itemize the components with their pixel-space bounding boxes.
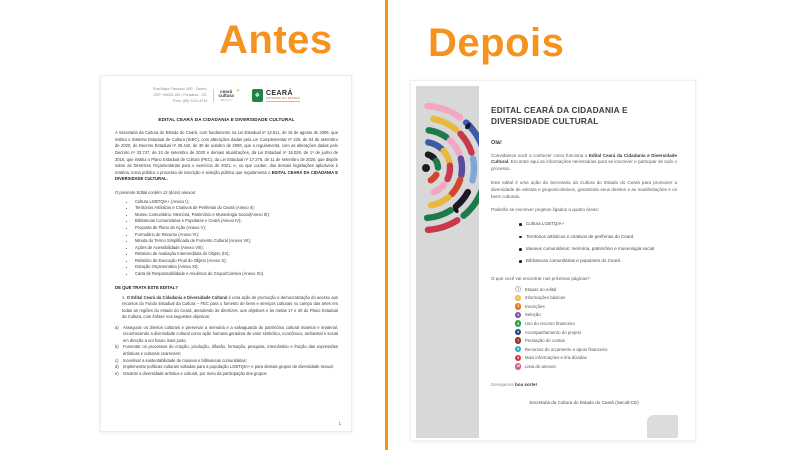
annex-item: • Dotação Orçamentária (Anexo XI); — [135, 264, 338, 271]
annex-item: • Territórios Artísticos e Criativos de Periferias do Ceará (Anexo II); — [135, 205, 338, 212]
annex-item: • Formulário de Recurso (Anexo VI); — [135, 232, 338, 239]
address-line: Rua Major Facundo, 500 - Centro, — [152, 87, 208, 91]
bee-icon: ✦ — [235, 87, 241, 94]
after-heading: Depois — [428, 21, 565, 65]
paragraph-text: Encontre aqui as informações necessárias para se inscrever e participar de todo o processo. — [491, 159, 677, 172]
intro-bold-text: EDITAL CEARÁ DA CIDADANIA E DIVERSIDADE CULTURAL. — [115, 169, 338, 182]
objective-text: Garantir a diversidade artística e cultural, por meio da participação dos grupos — [123, 370, 267, 376]
toc-label: Seleção — [524, 312, 541, 318]
toc-item — [515, 320, 677, 326]
document-title — [491, 105, 677, 127]
document-header — [115, 87, 338, 104]
annex-lead: O presente Edital contém 12 (doze) anexos: — [115, 189, 197, 195]
page-number: 1 — [338, 421, 341, 426]
corner-tab — [647, 415, 678, 438]
toc-label: Lista de anexos — [524, 363, 556, 369]
toc-label: Informações básicas — [524, 295, 566, 301]
logo-rule — [266, 101, 300, 102]
annex-item: • Bibliotecas Comunitárias e Populares e Ceará (Anexo IV); — [135, 218, 338, 225]
toc-number-badge: 5 — [515, 320, 521, 326]
objective-text: Fomentar os processos de criação, produção, difusão, formação, pesquisa, intercâmbio e fruição das expressões artísticas e culturais cearenses; — [123, 344, 338, 356]
signature: Secretaria da Cultura do Estado do Ceará (Secult-CE) — [529, 399, 639, 405]
toc-list — [515, 286, 677, 370]
annex-item: • Carta de Responsabilidade e Anuência do Grupo/Coletivo (Anexo XII). — [135, 271, 338, 278]
toc-number-badge: 3 — [515, 303, 521, 309]
annex-item: • Ações de Acessibilidade (Anexo VIII); — [135, 245, 338, 252]
document-before — [100, 75, 352, 432]
logo-text: ceará — [220, 88, 233, 94]
objective-item — [115, 344, 338, 357]
toc-label: Inscrições — [524, 303, 545, 309]
objective-text: Incentivar a sustentabilidade de museus e bibliotecas comunitárias; — [123, 357, 247, 363]
shield-icon: ❖ — [252, 89, 263, 102]
annex-list — [135, 199, 338, 278]
annex-item: • Museu Comunitário: Memória, Patrimônio e Museologia Social(Anexo III); — [135, 212, 338, 219]
toc-item — [515, 303, 677, 309]
toc-label: Recursos do orçamento e apoio financeiro — [524, 346, 608, 352]
toc-label: Acompanhamento do projeto — [524, 329, 582, 335]
toc-number-badge: 6 — [515, 329, 521, 335]
annex-item: • Cultura LGBTQIA+ (Anexo I); — [135, 199, 338, 206]
toc-item — [515, 312, 677, 318]
annex-item: • Relatório de Avaliação Intermediária do Objeto (IX); — [135, 251, 338, 258]
ceara-governo-logo — [252, 89, 300, 102]
toc-number-badge: 1 — [515, 286, 521, 292]
side-strip — [416, 86, 479, 438]
toc-item — [515, 346, 677, 352]
toc-number-badge: 9 — [515, 355, 521, 361]
objective-letter: e) — [115, 370, 119, 376]
area-item: Bibliotecas comunitárias e populares do Ceará — [519, 258, 677, 265]
title-line: EDITAL CEARÁ DA CIDADANIA E — [491, 105, 628, 115]
paragraph-2: Este edital é uma ação da Secretaria da Cultura do Estado do Ceará para promover a diversidade de artistas e grupos/coletivos, garantindo seus direitos e as manifestações e os bens culturais. — [491, 180, 677, 199]
toc-number-badge: 10 — [516, 364, 521, 369]
toc-number-badge: 7 — [515, 337, 521, 343]
farewell-bold-text: boa sorte! — [515, 381, 537, 387]
intro-text: A Secretaria da Cultura do Estado do Ceará, com fundamento na Lei Estadual nº 13.811, de 16 de agosto de 2006, que institui o Sistema Estadual de Cultura (SIEC), com alterações dadas pela Lei Complementar nº 225, de 04 de setembro de 2020, do Decreto Estadual nº 28.442, de 30 de outubro de 2006, que a regulamenta, com as alterações dadas pelo Decreto nº 33.747, de 24 de setembro de 2020 e demais atualizações, da Lei Estadual nº 16.026, de 1º de junho de 2016, que institui o Plano Estadual de Cultura (PEC), da Lei Estadual nº 17.276, de 11 de setembro de 2020, que dispõe sobre as Diretrizes Orçamentárias para o exercício de 2021, e, no que couber, das demais legislações aplicáveis à matéria, torna público o processo de inscrição e seleção pública que regulamenta o — [115, 130, 338, 175]
toc-item — [515, 363, 677, 369]
document-body — [491, 105, 677, 435]
greeting: Olá! — [491, 139, 502, 146]
address-line: Fone: (85) 3101-6744 — [172, 98, 208, 103]
objectives-list — [115, 325, 338, 378]
spiral-illustration — [416, 90, 479, 250]
address-line: CEP: 60025-100 • Fortaleza - CE, — [153, 92, 208, 97]
logo-subtext: GOVERNO DO ESTADO — [265, 97, 301, 101]
toc-item — [515, 355, 677, 361]
address-block — [153, 87, 208, 104]
toc-item — [515, 337, 677, 343]
logo-subtext: SECULT — [220, 98, 232, 102]
before-heading: Antes — [219, 18, 333, 62]
toc-item — [515, 329, 677, 335]
objective-item — [115, 371, 338, 378]
header-divider — [213, 89, 214, 102]
annex-item: • Relatório de Execução Final do Objeto (Anexo X); — [135, 258, 338, 265]
clause-text: é uma ação de promoção e democratização do acesso aos recursos do Fundo Estadual da Cultura – FEC para o fomento de bens e serviços culturais no campo das artes em todas as regiões do estado do Ceará, atendendo às diretrizes, aos objetivos e às metas 17 e 20 do Plano Estadual da Cultura, com ênfase nos seguintes objetivos: — [122, 294, 339, 320]
paragraph-text: Convidamos você a conhecer como funciona o — [491, 152, 589, 158]
clause-bold-text: O Edital Ceará da Cidadania e Diversidade Cultural — [125, 294, 228, 300]
clause-number: 1. — [122, 294, 126, 300]
paragraph-3: Poderão se inscrever projetos ligados a quatro áreas: — [491, 207, 599, 213]
objective-letter: a) — [115, 324, 119, 330]
areas-list — [519, 221, 677, 265]
intro-paragraph — [115, 130, 338, 183]
paragraph-bold-text: Edital Ceará da Cidadania e Diversidade Cultural. — [491, 152, 677, 165]
toc-label: Mais informações e tira-dúvidas — [524, 355, 587, 361]
section-heading: DE QUE TRATA ESTE EDITAL? — [115, 284, 178, 290]
title-line: DIVERSIDADE CULTURAL — [491, 115, 599, 126]
annex-item: • Proposta de Plano de Ação (Anexo V); — [135, 225, 338, 232]
document-title: EDITAL CEARÁ DA CIDADANIA E DIVERSIDADE CULTURAL — [158, 117, 295, 123]
annex-item: • Minuta do Termo Simplificado de Fomento Cultural (Anexo VII); — [135, 238, 338, 245]
toc-item — [515, 286, 677, 292]
objective-item — [115, 325, 338, 345]
objective-letter: c) — [115, 357, 119, 363]
toc-label: Uso do recurso financeiro — [524, 321, 575, 326]
farewell — [491, 382, 677, 387]
toc-label: Etapas do edital — [524, 286, 557, 292]
toc-label: Prestação de contas — [524, 338, 565, 344]
toc-number-badge: 4 — [515, 312, 521, 318]
toc-lead: O que você vai encontrar nas próximas páginas? — [491, 276, 590, 281]
paragraph-1 — [491, 153, 677, 173]
logo-text: cultura — [218, 93, 234, 99]
objective-letter: b) — [115, 344, 119, 350]
toc-number-badge: 2 — [515, 295, 521, 301]
clause-1 — [115, 295, 338, 321]
toc-item — [515, 295, 677, 301]
toc-number-badge: 8 — [515, 346, 521, 352]
logo-text: CEARÁ — [265, 88, 293, 98]
ceara-cultura-logo — [218, 87, 241, 102]
area-item: Territórios artísticos e criativos de periferias do Ceará — [519, 234, 677, 241]
objective-letter: d) — [115, 364, 119, 370]
farewell-text: Desejamos — [491, 381, 516, 387]
objective-text: Assegurar os direitos culturais e preservar a memória e a salvaguarda do patrimônio cultural material e imaterial, reconhecendo a diversidade cultural como ação humana geradora de valor simbólico, econômico, ambiental e social em direção a um futuro mais justo; — [123, 324, 338, 343]
document-after — [410, 80, 696, 441]
vertical-divider — [385, 0, 388, 450]
objective-text: Implementar políticas culturais voltadas para a população LGBTQIA+ e para demais grupos de diversidade sexual; — [123, 364, 334, 370]
area-item: Museus comunitários: memória, patrimônio e museologia social — [519, 246, 677, 253]
area-item: Cultura LGBTQIA+ — [519, 221, 677, 228]
